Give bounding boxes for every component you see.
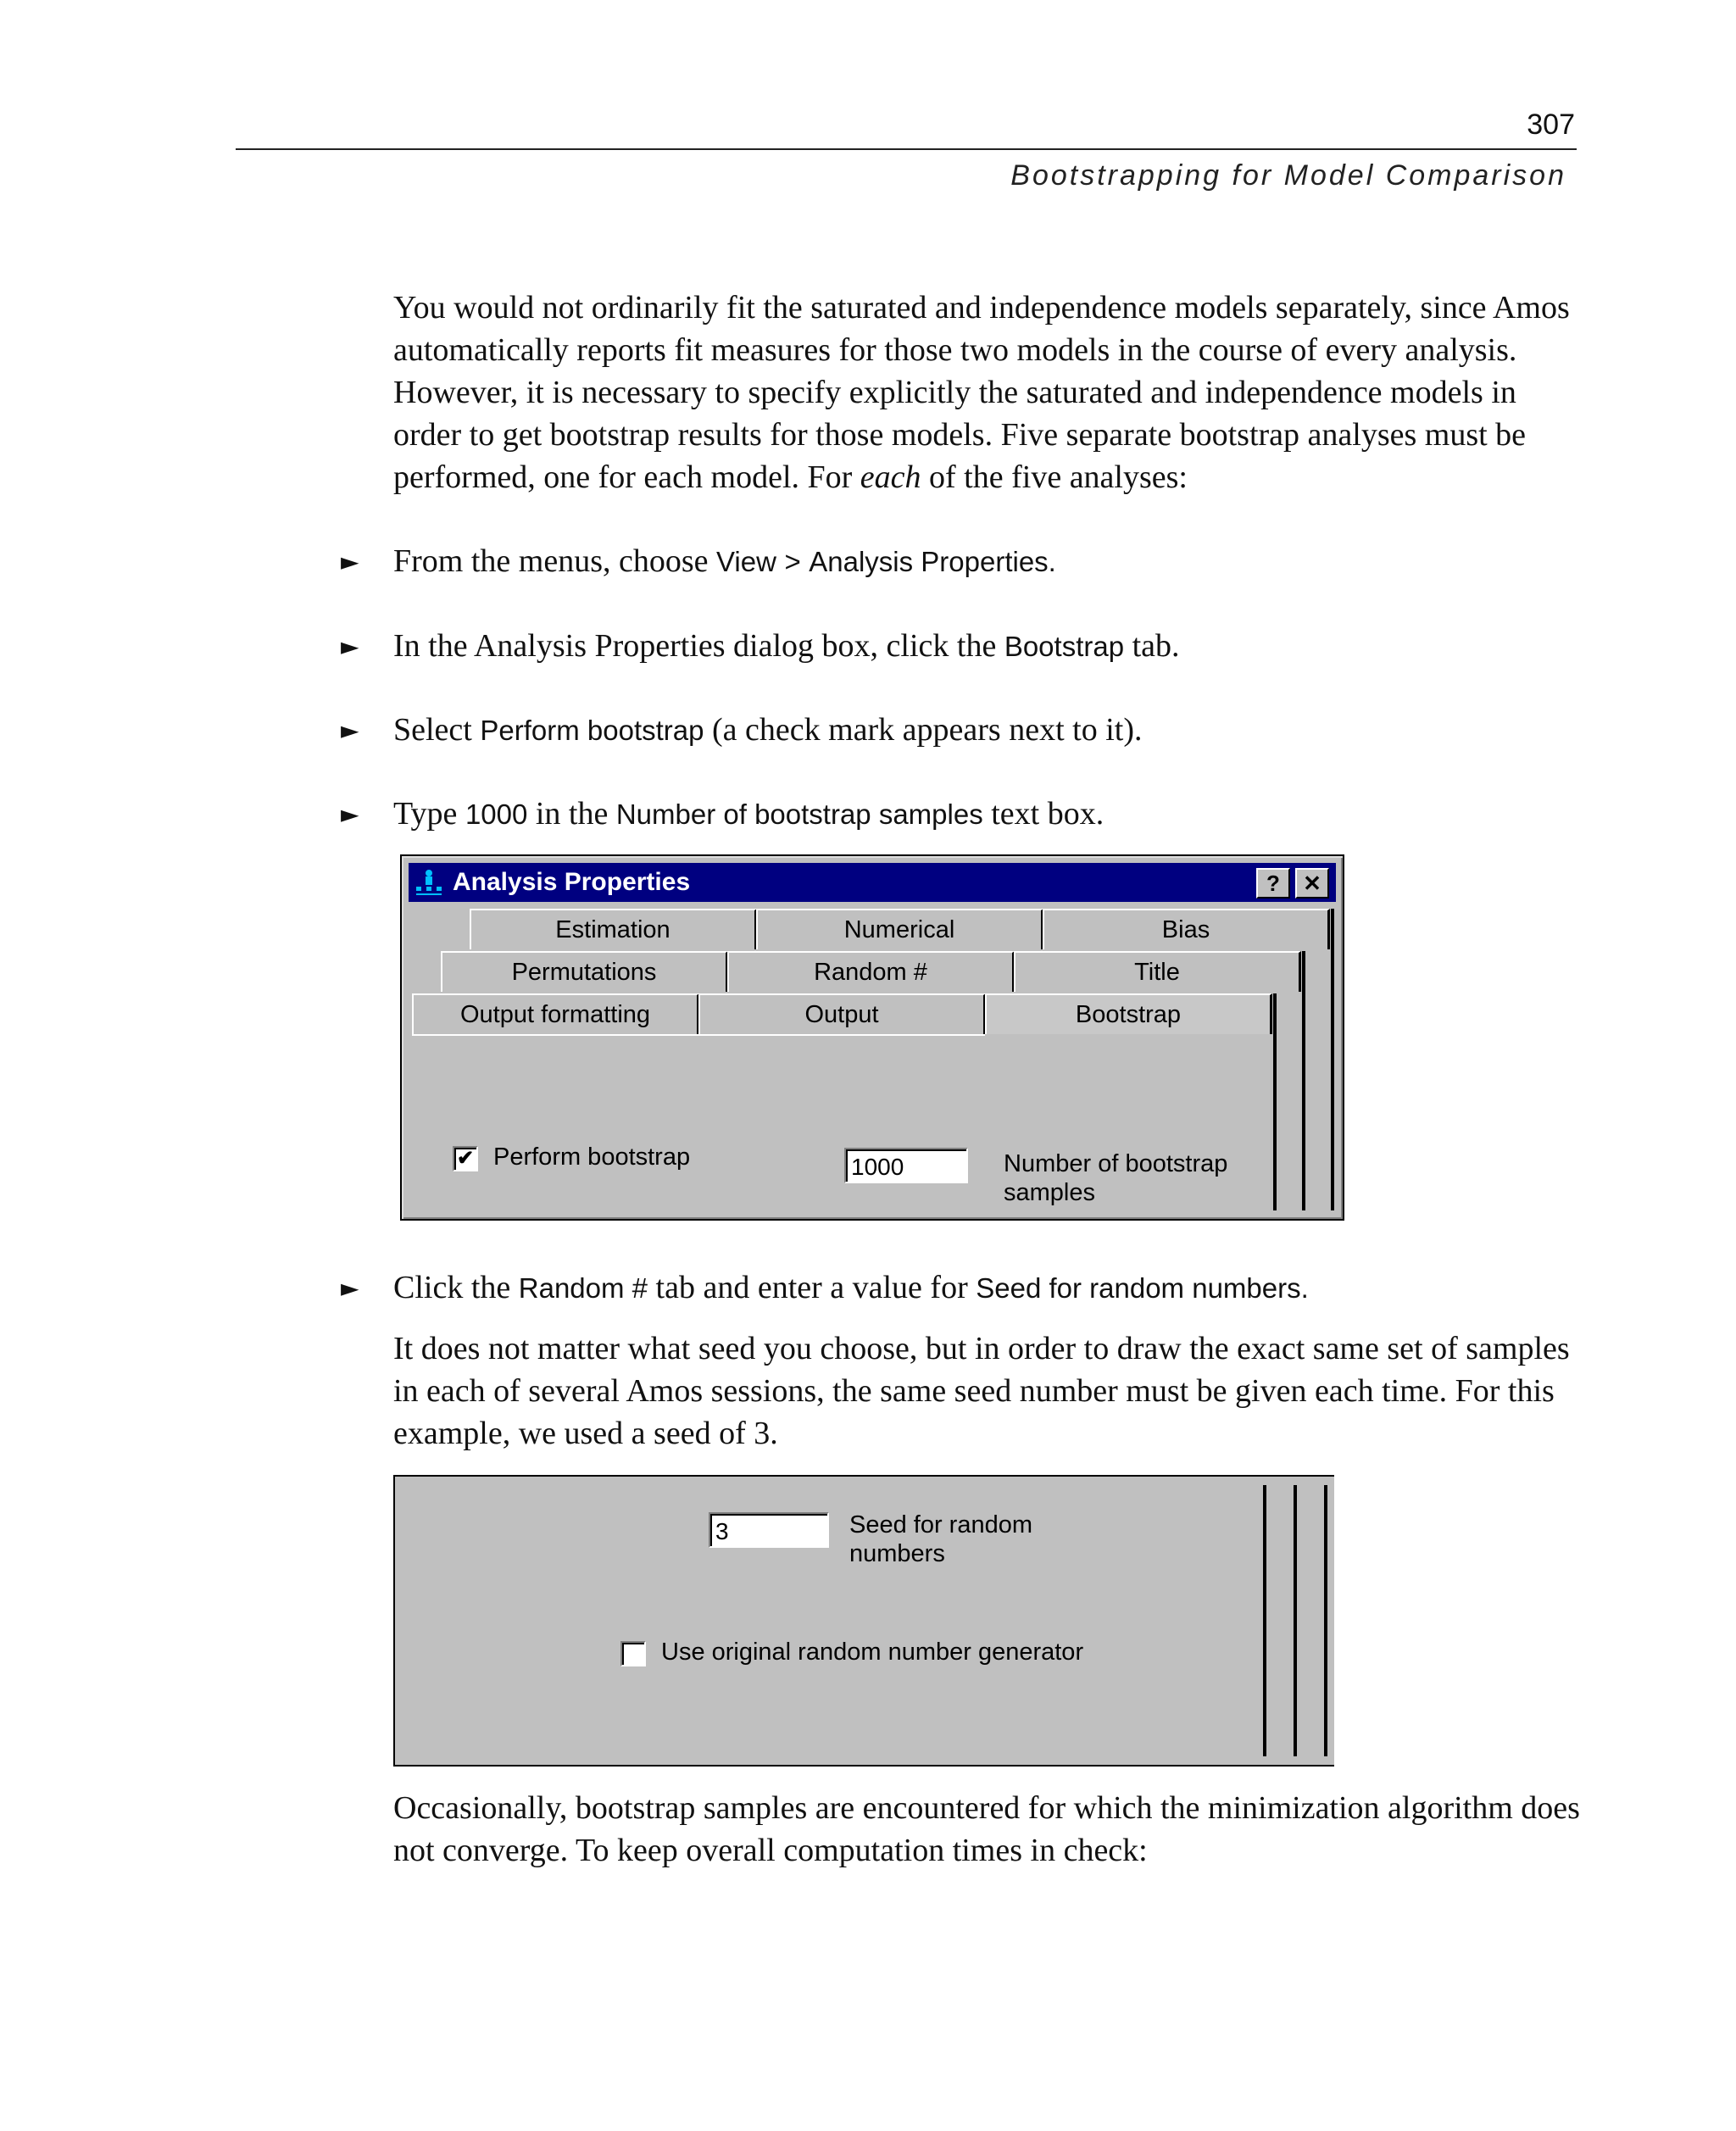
perform-bootstrap-checkbox[interactable]: ✔ (453, 1146, 478, 1171)
tab-row-1-edge (1324, 1485, 1327, 1756)
analysis-properties-dialog (400, 854, 1344, 1221)
perform-bootstrap-label: Perform bootstrap (493, 1143, 691, 1171)
step-text: Type (393, 796, 458, 832)
step-text-middle: in the (535, 796, 609, 832)
step-random-seed (341, 1266, 1578, 1310)
samples-value-ref: 1000 (465, 798, 528, 830)
bootstrap-samples-input[interactable]: 1000 (844, 1148, 968, 1183)
running-head: Bootstrapping for Model Comparison (1010, 159, 1566, 192)
original-rng-checkbox[interactable] (620, 1641, 646, 1666)
step-marker: ► (341, 1274, 359, 1302)
step-text-end: tab. (1132, 628, 1180, 664)
close-button[interactable]: ✕ (1295, 868, 1329, 899)
header-rule (236, 148, 1577, 150)
page-number: 307 (1527, 108, 1575, 141)
menu-view-ref: View (716, 546, 776, 577)
menu-separator: > (784, 546, 801, 577)
step-text: In the Analysis Properties dialog box, click the (393, 628, 997, 664)
step-select-perform-bootstrap (341, 709, 1578, 752)
step-text-end: text box. (991, 796, 1104, 832)
tab-output-formatting[interactable]: Output formatting (412, 993, 699, 1034)
tab-title[interactable]: Title (1014, 951, 1301, 992)
seed-field-ref: Seed for random numbers. (976, 1272, 1309, 1304)
intro-sentence-1: You would not ordinarily fit the saturated and independence models separately, since Amos automatically reports fit measures for those two models in the course of every analysis. (393, 290, 1570, 368)
tab-random[interactable]: Random # (727, 951, 1015, 992)
help-button[interactable]: ? (1256, 868, 1290, 899)
panel-right-edge (1273, 993, 1277, 1210)
step-marker: ► (341, 716, 359, 744)
dialog-title: Analysis Properties (453, 868, 691, 896)
seed-label-line-1: Seed for random (849, 1511, 1033, 1538)
step-text-middle: tab and enter a value for (655, 1270, 968, 1305)
step-click-bootstrap-tab (341, 625, 1578, 668)
tab-bias[interactable]: Bias (1043, 909, 1330, 949)
tab-numerical[interactable]: Numerical (756, 909, 1043, 949)
step-marker: ► (341, 632, 359, 660)
bootstrap-tab-ref: Bootstrap (1004, 631, 1125, 662)
menu-analysis-properties-ref: Analysis Properties. (809, 546, 1056, 577)
seed-paragraph: It does not matter what seed you choose, but in order to draw the exact same set of samples in each of several Amos sessions, the same seed number must be given each time. For this example, we used a seed of 3. (393, 1331, 1570, 1451)
step-text-end: (a check mark appears next to it). (711, 712, 1143, 748)
samples-label-line-2: samples (1004, 1179, 1095, 1206)
intro-paragraph (393, 287, 1580, 498)
tab-permutations[interactable]: Permutations (441, 951, 728, 992)
tab-row-2-edge (1302, 951, 1305, 1210)
amos-app-icon (414, 868, 444, 899)
panel-top-edge (412, 1034, 985, 1036)
perform-bootstrap-ref: Perform bootstrap (480, 715, 704, 746)
intro-emphasis: each (860, 459, 921, 495)
intro-sentence-2: However, it is necessary to specify explicitly the saturated and independence models in order to get bootstrap results for those models. (393, 375, 1516, 453)
step-text: Click the (393, 1270, 511, 1305)
seed-input[interactable]: 3 (709, 1512, 829, 1548)
tab-output[interactable]: Output (698, 993, 986, 1034)
random-number-panel (393, 1475, 1334, 1767)
samples-label-line-1: Number of bootstrap (1004, 1150, 1228, 1177)
tab-estimation[interactable]: Estimation (470, 909, 757, 949)
samples-textbox-ref: Number of bootstrap samples (615, 798, 983, 830)
tab-row-2-edge (1294, 1485, 1297, 1756)
dialog-titlebar[interactable] (409, 863, 1336, 902)
step-text: Select (393, 712, 472, 748)
step-text: From the menus, choose (393, 543, 709, 579)
tab-row-1-edge (1331, 909, 1334, 1210)
original-rng-label: Use original random number generator (661, 1639, 1084, 1666)
step-marker: ► (341, 548, 359, 576)
tab-bootstrap[interactable]: Bootstrap (985, 993, 1272, 1034)
intro-sentence-3-end: of the five analyses: (929, 459, 1188, 495)
step-marker: ► (341, 800, 359, 828)
random-tab-ref: Random # (518, 1272, 648, 1304)
intro-sentence-3: Five separate bootstrap analyses must be performed, one for each model. For (393, 417, 1527, 495)
panel-right-edge (1263, 1485, 1266, 1756)
step-type-samples (341, 793, 1578, 836)
closing-paragraph: Occasionally, bootstrap samples are encountered for which the minimization algorithm does not converge. To keep overall computation times in check: (393, 1790, 1580, 1868)
step-choose-menu (341, 540, 1578, 583)
seed-label-line-2: numbers (849, 1540, 945, 1567)
